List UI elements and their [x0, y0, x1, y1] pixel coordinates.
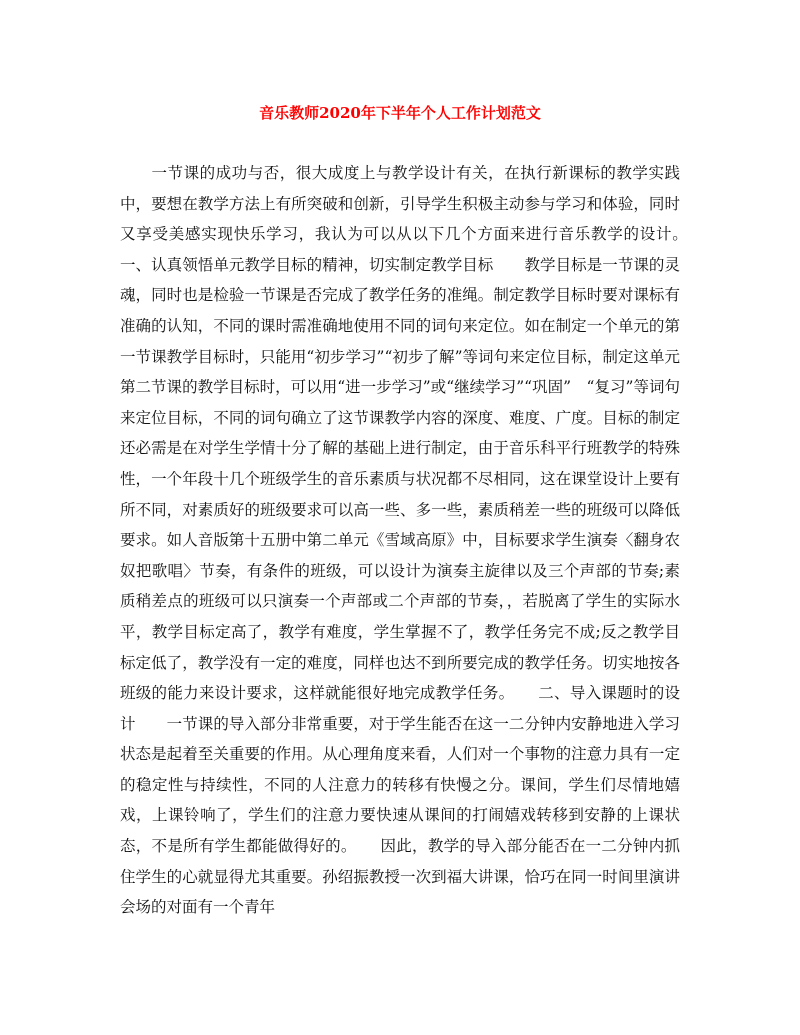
body-paragraph: 一节课的成功与否，很大成度上与教学设计有关，在执行新课标的教学实践中，要想在教学方法上有所突破和创新，引导学生积极主动参与学习和体验，同时又享受美感实现快乐学习，我认为可以从以下几个方面来进行音乐教学的设计。 一、认真领悟单元教学目标的精神，切实制定教学目标 教学目标是一节课的灵魂，同时也是检验一节课是否完成了教学任务的准绳。制定教学目标时要对课标有准确的认知，不同的课时需准确地使用不同的词句来定位。如在制定一个单元的第一节课教学目标时，只能用“初步学习”“初步了解”等词句来定位目标，制定这单元第二节课的教学目标时，可以用“进一步学习”或“继续学习”“巩固” “复习”等词句来定位目标，不同的词句确立了这节课教学内容的深度、难度、广度。目标的制定还必需是在对学生学情十分了解的基础上进行制定，由于音乐科平行班教学的特殊性，一个年段十几个班级学生的音乐素质与状况都不尽相同，这在课堂设计上要有所不同，对素质好的班级要求可以高一些、多一些，素质稍差一些的班级可以降低要求。如人音版第十五册中第二单元《雪域高原》中，目标要求学生演奏〈翻身农奴把歌唱〉节奏，有条件的班级，可以设计为演奏主旋律以及三个声部的节奏;素质稍差点的班级可以只演奏一个声部或二个声部的节奏，，若脱离了学生的实际水平，教学目标定高了，教学有难度，学生掌握不了，教学任务完不成;反之教学目标定低了，教学没有一定的难度，同样也达不到所要完成的教学任务。切实地按各班级的能力来设计要求，这样就能很好地完成教学任务。 二、导入课题时的设计 一节课的导入部分非常重要，对于学生能否在这一二分钟内安静地进入学习状态是起着至关重要的作用。从心理角度来看，人们对一个事物的注意力具有一定的稳定性与持续性，不同的人注意力的转移有快慢之分。课间，学生们尽情地嬉戏，上课铃响了，学生们的注意力要快速从课间的打闹嬉戏转移到安静的上课状态，不是所有学生都能做得好的。 因此，教学的导入部分能否在一二分钟内抓住学生的心就显得尤其重要。孙绍振教授一次到福大讲课，恰巧在同一时间里演讲会场的对面有一个青年 [120, 164, 712, 917]
document-body [120, 158, 712, 923]
document-title: 音乐教师2020年下半年个人工作计划范文 [259, 104, 541, 122]
